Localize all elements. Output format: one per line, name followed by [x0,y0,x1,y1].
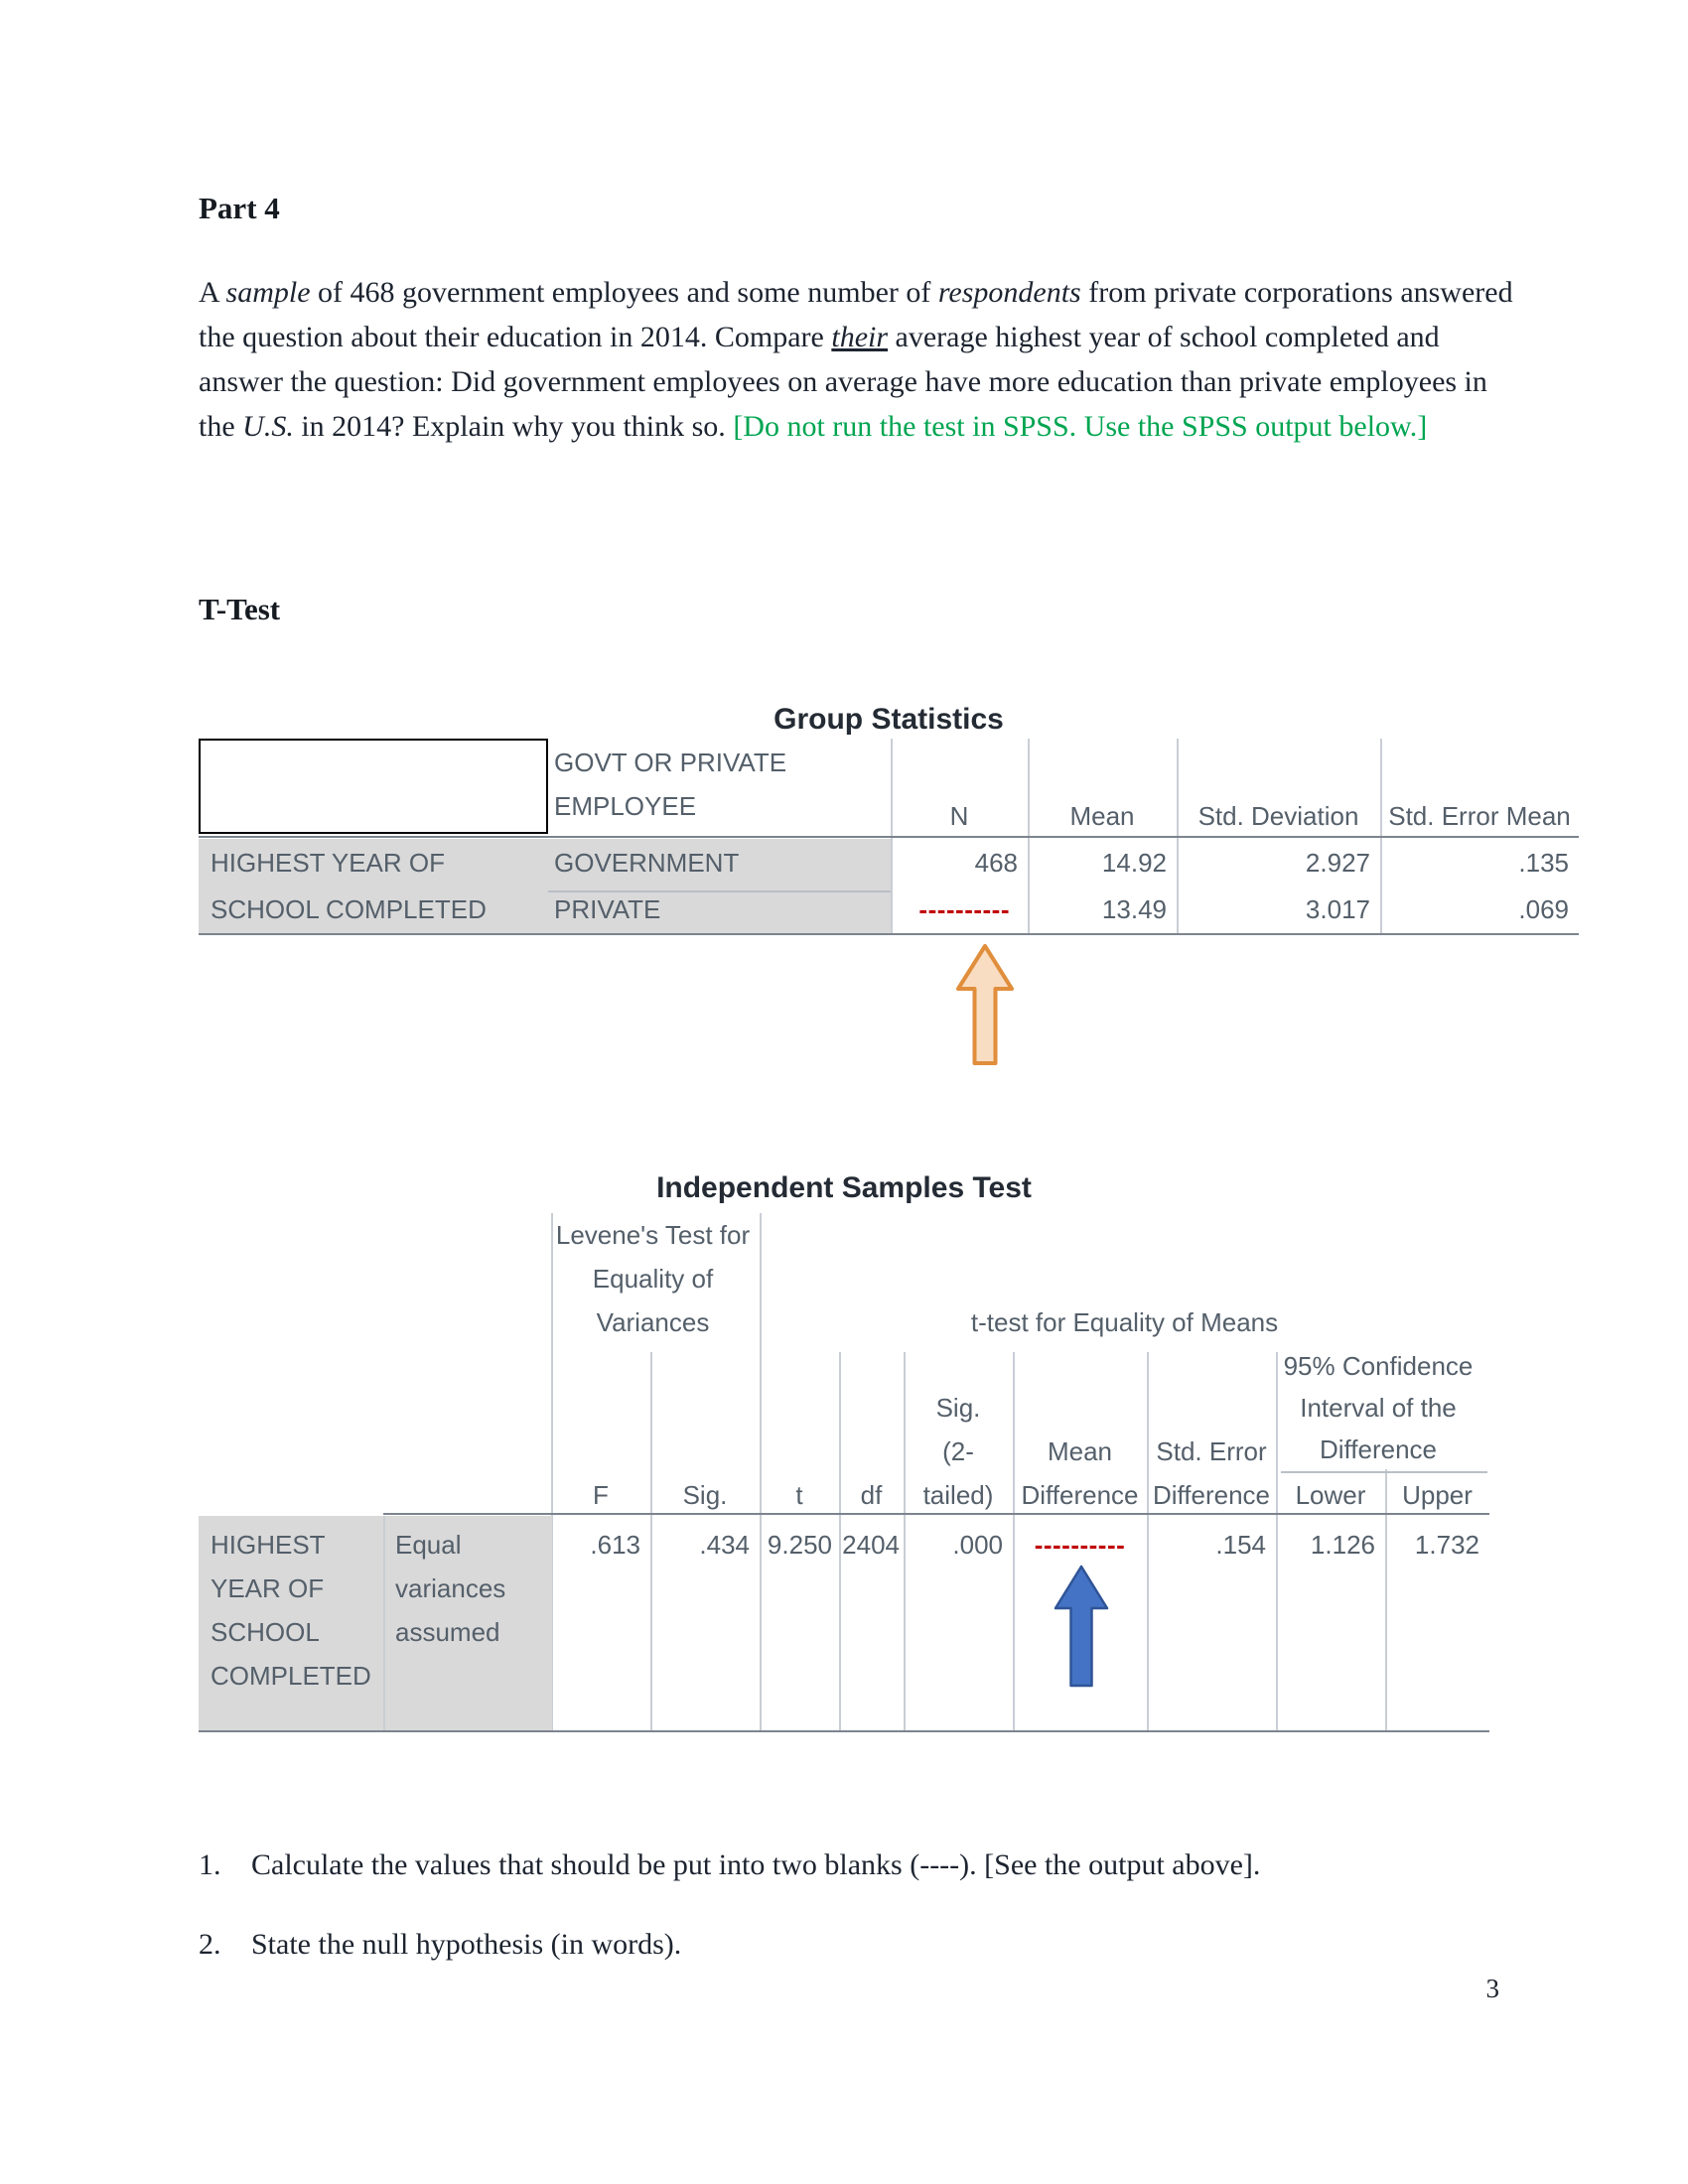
ist-label-divider [383,1516,385,1730]
gs-group-header-line2: EMPLOYEE [554,791,697,821]
intro-segment: from private corporations answered the question about their education in 2014. Compare [199,276,1513,353]
gs-bottom-rule [199,933,1579,935]
ist-col-header-sig: Sig. [682,1480,728,1510]
ist-col-header-t: t [795,1480,803,1510]
part-heading: Part 4 [199,191,280,225]
gs-row-divider [548,890,891,892]
ist-levene-header-line3: Variances [596,1307,710,1337]
group-statistics-title: Group Statistics [774,703,1004,736]
ist-levene-header-line1: Levene's Test for [555,1220,751,1250]
ist-ci-rule [1281,1471,1487,1473]
ist-col-header-std-err-line1: Std. Error [1156,1436,1267,1466]
intro-segment: average highest year of school completed and answer the question: Did government employees on average have more education than private employees in the [199,321,1487,443]
ist-col-header-sig2-line3: tailed) [922,1480,994,1510]
ist-bottom-rule [199,1730,1489,1732]
intro-segment-green-note: [Do not run the test in SPSS. Use the SPSS output below.] [733,410,1428,443]
ist-row-label-line4: COMPLETED [211,1661,371,1691]
ist-col-header-mean-diff-line2: Difference [1021,1480,1139,1510]
ist-col-header-std-err-line2: Difference [1152,1480,1271,1510]
question-1 [199,1843,1539,1887]
gs-government-mean: 14.92 [1101,848,1167,878]
ist-row-label-line1: HIGHEST [211,1530,326,1560]
gs-corner-cell [199,739,548,834]
gs-col-header-n: N [949,801,969,831]
ist-ci-header-line1: 95% Confidence [1283,1351,1474,1381]
gs-government-std-error: .135 [1518,848,1569,878]
independent-samples-title: Independent Samples Test [656,1171,1032,1204]
gs-private-std-error: .069 [1518,894,1569,924]
gs-col-header-std-error-mean: Std. Error Mean [1388,801,1571,831]
ist-value-mean-diff-blank: ---------- [1034,1530,1126,1560]
question-2-text: State the null hypothesis (in words). [251,1928,682,1961]
gs-row-label-line2: SCHOOL COMPLETED [211,894,487,924]
ist-col-header-df: df [860,1480,883,1510]
ist-ci-header-line2: Interval of the [1300,1393,1457,1423]
question-2 [199,1922,1539,1967]
orange-up-arrow-icon [955,943,1015,1066]
ist-levene-header-line2: Equality of [592,1264,714,1294]
ttest-heading: T-Test [199,592,281,626]
ist-ci-header-line3: Difference [1319,1434,1438,1464]
ist-ttest-span-header: t-test for Equality of Means [970,1307,1279,1337]
ist-variance-label-line1: Equal [395,1530,462,1560]
intro-segment: A [199,276,226,309]
ist-value-f: .613 [590,1530,640,1560]
ist-value-upper: 1.732 [1414,1530,1479,1560]
gs-private-n-blank: ---------- [918,894,1010,924]
ist-row-label-line2: YEAR OF [211,1573,325,1603]
intro-segment: of 468 government employees and some number of [310,276,938,309]
ist-value-t: 9.250 [767,1530,832,1560]
intro-segment: in 2014? Explain why you think so. [293,410,734,443]
gs-group-private: PRIVATE [554,894,661,924]
question-1-text: Calculate the values that should be put into two blanks (----). [See the output above]. [251,1848,1261,1881]
page-number: 3 [1485,1974,1499,2003]
ist-col-header-mean-diff-line1: Mean [1047,1436,1113,1466]
question-1-number: 1. [199,1848,221,1881]
intro-paragraph [199,270,1514,449]
ist-value-std-err: .154 [1215,1530,1266,1560]
blue-up-arrow-icon [1053,1565,1110,1688]
ist-value-df: 2404 [842,1530,900,1560]
ist-col-header-sig2-line1: Sig. [935,1393,981,1423]
ist-col-header-f: F [593,1480,609,1510]
ist-header-rule [383,1513,1489,1515]
ist-variance-label-line2: variances [395,1573,506,1603]
intro-segment-italic-sample: sample [225,276,311,309]
gs-col-header-std-deviation: Std. Deviation [1197,801,1359,831]
ist-value-sig2: .000 [952,1530,1003,1560]
gs-government-n: 468 [974,848,1018,878]
intro-segment-italic-their: their [831,321,889,353]
question-2-number: 2. [199,1928,221,1961]
gs-group-government: GOVERNMENT [554,848,740,878]
ist-col-header-upper: Upper [1402,1480,1473,1510]
intro-segment-italic-us: U.S. [242,410,294,443]
ist-value-lower: 1.126 [1310,1530,1375,1560]
gs-row-label-line1: HIGHEST YEAR OF [211,848,445,878]
ist-col-header-sig2-line2: (2- [942,1436,974,1466]
gs-header-rule [199,836,1579,838]
intro-segment-italic-respondents: respondents [937,276,1081,309]
gs-group-header-line1: GOVT OR PRIVATE [554,748,787,777]
ist-variance-label-line3: assumed [395,1617,500,1647]
ist-row-label-line3: SCHOOL [211,1617,320,1647]
gs-private-mean: 13.49 [1101,894,1167,924]
gs-private-std-deviation: 3.017 [1305,894,1370,924]
gs-government-std-deviation: 2.927 [1305,848,1370,878]
ist-value-sig: .434 [699,1530,750,1560]
ist-col-header-lower: Lower [1295,1480,1366,1510]
gs-col-header-mean: Mean [1069,801,1135,831]
